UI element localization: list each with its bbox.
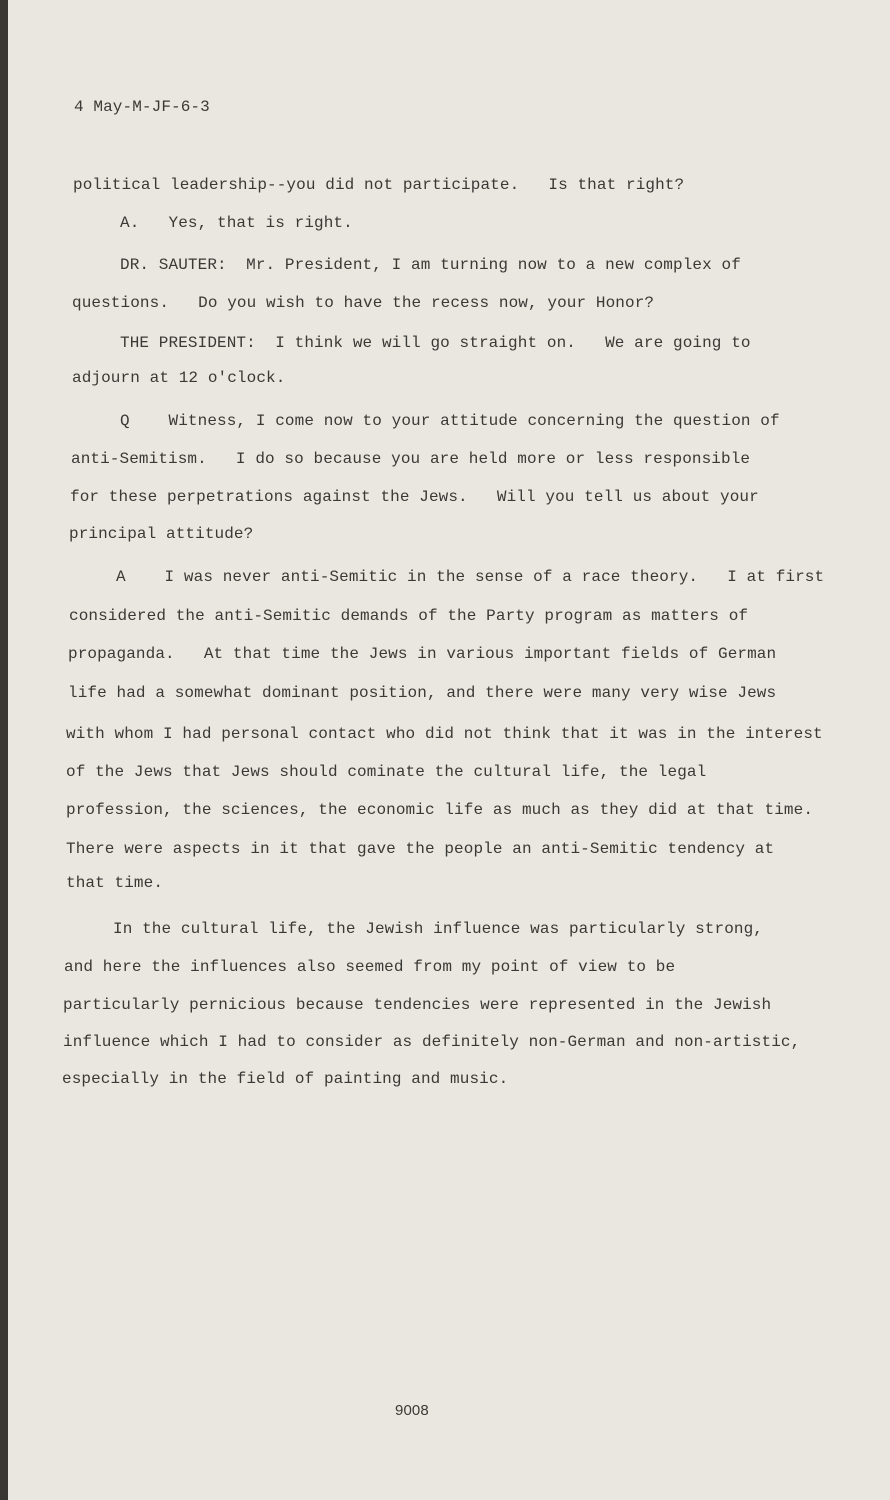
text-line: propaganda. At that time the Jews in various important fields of German [68,645,777,663]
text-line: influence which I had to consider as definitely non-German and non-artistic, [63,1033,801,1051]
text-line: that time. [66,874,164,892]
text-line: DR. SAUTER: Mr. President, I am turning now to a new complex of [120,256,741,274]
text-line: anti-Semitism. I do so because you are held more or less responsible [71,450,751,468]
text-line: In the cultural life, the Jewish influence was particularly strong, [113,920,764,938]
text-line: THE PRESIDENT: I think we will go straight on. We are going to [120,334,751,352]
scan-edge [0,0,8,1500]
text-line: adjourn at 12 o'clock. [72,369,286,387]
text-line: political leadership--you did not participate. Is that right? [73,176,685,194]
text-line: life had a somewhat dominant position, and there were many very wise Jews [68,684,777,702]
document-reference: 4 May-M-JF-6-3 [74,98,210,116]
text-line: particularly pernicious because tendencies were represented in the Jewish [63,996,772,1014]
text-line: A I was never anti-Semitic in the sense of a race theory. I at first [116,568,825,586]
text-line: profession, the sciences, the economic life as much as they did at that time. [66,801,814,819]
text-line: principal attitude? [69,525,254,543]
page-number: 9008 [395,1402,429,1419]
text-line: considered the anti-Semitic demands of the Party program as matters of [69,607,749,625]
text-line: and here the influences also seemed from my point of view to be [64,958,676,976]
text-line: with whom I had personal contact who did not think that it was in the interest [66,725,823,743]
text-line: of the Jews that Jews should cominate the cultural life, the legal [66,763,707,781]
text-line: for these perpetrations against the Jews. Will you tell us about your [70,488,759,506]
text-line: questions. Do you wish to have the recess now, your Honor? [72,294,655,312]
text-line: There were aspects in it that gave the people an anti-Semitic tendency at [66,840,775,858]
text-line: A. Yes, that is right. [120,214,353,232]
text-line: especially in the field of painting and music. [62,1070,509,1088]
document-page [8,0,890,1500]
text-line: Q Witness, I come now to your attitude concerning the question of [120,412,780,430]
